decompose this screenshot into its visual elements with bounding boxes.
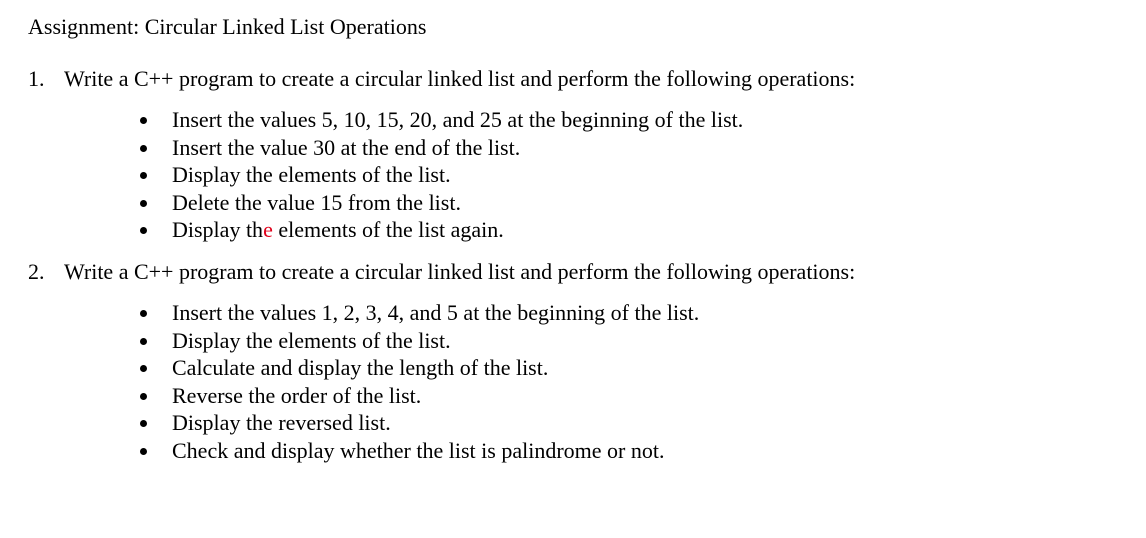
list-item-text: Insert the values 1, 2, 3, 4, and 5 at the beginning of the list.	[172, 300, 700, 325]
bullet-dot-icon	[140, 420, 147, 427]
question-1	[28, 65, 855, 93]
bullet-dot-icon	[140, 393, 147, 400]
bullet-dot-icon	[140, 200, 147, 207]
bullet-dot-icon	[140, 448, 147, 455]
bullet-dot-icon	[140, 172, 147, 179]
list-item-text: Delete the value 15 from the list.	[172, 189, 461, 215]
list-item-text: Display the elements of the list.	[172, 162, 451, 187]
question-number: 1.	[28, 66, 45, 91]
bullet-dot-icon	[140, 117, 147, 124]
bullet-dot-icon	[140, 338, 147, 345]
list-item-text: Display the elements of the list again.	[172, 217, 504, 242]
highlighted-letter: e	[263, 217, 273, 242]
list-item-text: Display the reversed list.	[172, 410, 391, 435]
list-item-text: Insert the values 5, 10, 15, 20, and 25 at the beginning of the list.	[172, 107, 744, 132]
bullet-dot-icon	[140, 227, 147, 234]
document-title: Assignment: Circular Linked List Operations	[28, 14, 427, 39]
question-text: Write a C++ program to create a circular linked list and perform the following operations:	[64, 259, 856, 284]
list-item-text: Insert the value 30 at the end of the list.	[172, 134, 521, 160]
list-item-text: Calculate and display the length of the list.	[172, 355, 549, 380]
bullet-dot-icon	[140, 365, 147, 372]
question-number: 2.	[28, 259, 45, 284]
bullet-dot-icon	[140, 145, 147, 152]
list-item-text: Display the elements of the list.	[172, 327, 451, 353]
bullet-dot-icon	[140, 310, 147, 317]
question-2	[28, 258, 855, 286]
question-text: Write a C++ program to create a circular linked list and perform the following operations:	[64, 66, 856, 91]
list-item-text: Reverse the order of the list.	[172, 382, 422, 408]
list-item-text: Check and display whether the list is palindrome or not.	[172, 437, 665, 463]
